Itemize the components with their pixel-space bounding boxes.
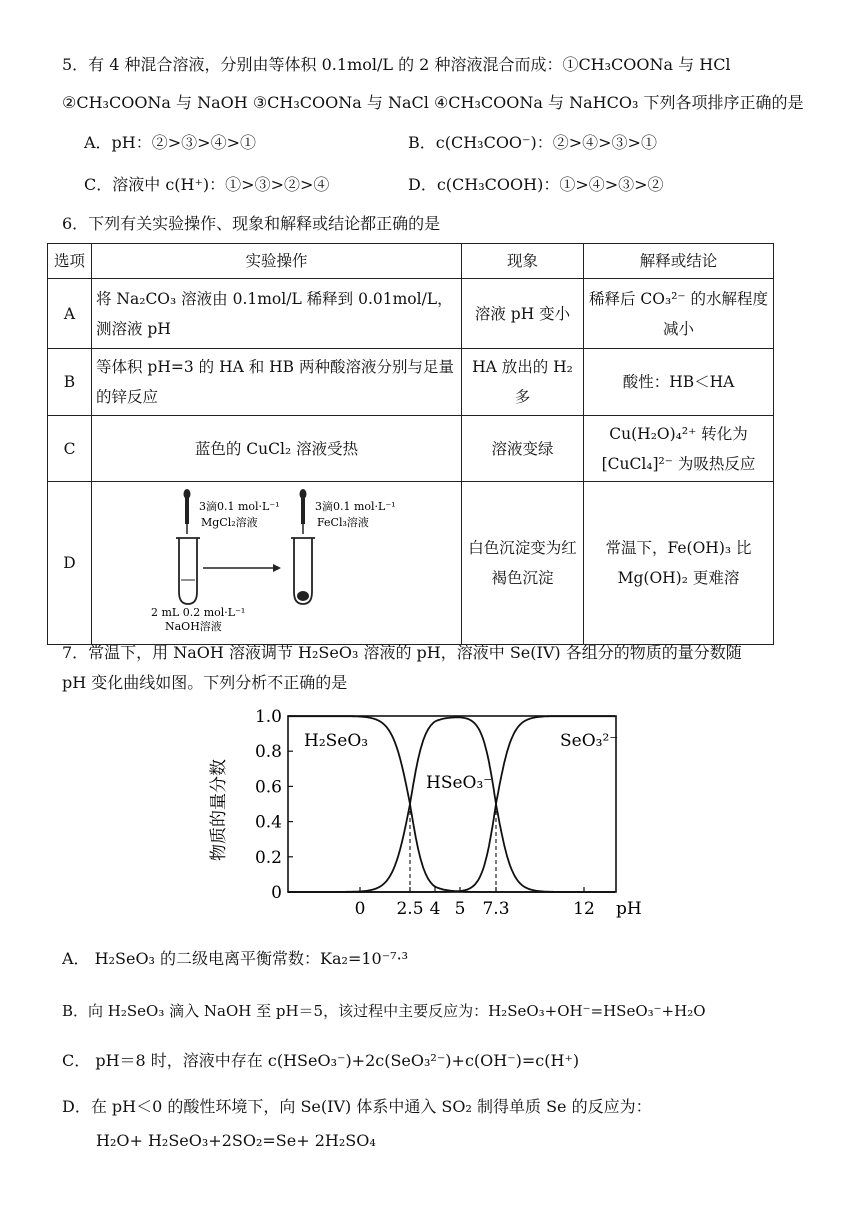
q5-option-d: D．c(CH₃COOH)：①>④>③>②: [408, 175, 664, 194]
q7-stem-line1: 7．常温下，用 NaOH 溶液调节 H₂SeO₃ 溶液的 pH，溶液中 Se(IV) 各组分的物质的量分数随: [62, 643, 742, 662]
q5-stem-line1: 5．有 4 种混合溶液，分别由等体积 0.1mol/L 的 2 种溶液混合而成：①CH₃COONa 与 HCl: [62, 55, 731, 74]
row-conclusion: 稀释后 CO₃²⁻ 的水解程度减小: [584, 279, 774, 349]
row-phenomenon: 溶液 pH 变小: [462, 279, 584, 349]
series-label-seo3: SeO₃²⁻: [560, 731, 619, 751]
y-tick-label: 0.6: [254, 777, 282, 798]
row-phenomenon: 溶液变绿: [462, 416, 584, 482]
x-tick-label: 0: [354, 899, 366, 919]
q6-table: [47, 243, 774, 645]
q5-option-c: C．溶液中 c(H⁺)：①>③>②>④: [84, 175, 330, 194]
drop2-label-b: FeCl₃溶液: [316, 516, 369, 529]
x-tick-label: 2.5: [396, 899, 424, 919]
y-axis-label: 物质的量分数: [209, 759, 229, 861]
y-tick-label: 0.4: [254, 812, 282, 833]
row-operation: 蓝色的 CuCl₂ 溶液受热: [92, 416, 462, 482]
base-label: 2 mL 0.2 mol·L⁻¹: [150, 606, 245, 619]
q5-option-a: A．pH：②>③>④>①: [84, 133, 256, 152]
row-option: C: [48, 416, 92, 482]
dropper-icon: [299, 489, 306, 534]
header-phenomenon: 现象: [462, 244, 584, 279]
y-tick-label: 1.0: [254, 707, 282, 727]
test-tube-figure: [93, 482, 461, 634]
table-row: [48, 416, 774, 482]
row-operation-figure: [92, 482, 462, 645]
drop1-label: 3滴0.1 mol·L⁻¹: [198, 500, 280, 513]
speciation-chart: [200, 700, 660, 925]
table-row: [48, 279, 774, 349]
row-operation: 等体积 pH=3 的 HA 和 HB 两种酸溶液分别与足量的锌反应: [92, 349, 462, 416]
q7-stem-line2: pH 变化曲线如图。下列分析不正确的是: [62, 673, 348, 692]
series-label-h2seo3: H₂SeO₃: [304, 731, 369, 751]
q7-option-d-line2: H₂O+ H₂SeO₃+2SO₂=Se+ 2H₂SO₄: [96, 1131, 376, 1150]
row-option: D: [48, 482, 92, 645]
arrow-right-icon: [203, 564, 281, 572]
header-operation: 实验操作: [92, 244, 462, 279]
q7-option-c: C． pH＝8 时，溶液中存在 c(HSeO₃⁻)+2c(SeO₃²⁻)+c(OH⁻)=c(H⁺): [62, 1051, 580, 1070]
q5-option-b: B．c(CH₃COO⁻)：②>④>③>①: [408, 133, 657, 152]
series-label-hseo3: HSeO₃⁻: [426, 773, 493, 793]
row-conclusion: 酸性：HB＜HA: [584, 349, 774, 416]
dropper-icon: [183, 489, 190, 534]
row-operation: 将 Na₂CO₃ 溶液由 0.1mol/L 稀释到 0.01mol/L，测溶液 pH: [92, 279, 462, 349]
q7-option-a: A． H₂SeO₃ 的二级电离平衡常数：Ka₂=10⁻⁷·³: [62, 949, 409, 968]
header-conclusion: 解释或结论: [584, 244, 774, 279]
row-option: B: [48, 349, 92, 416]
x-tick-label: 5: [454, 899, 466, 919]
table-row: [48, 482, 774, 645]
row-phenomenon: 白色沉淀变为红褐色沉淀: [462, 482, 584, 645]
drop2-label: 3滴0.1 mol·L⁻¹: [314, 500, 396, 513]
row-phenomenon: HA 放出的 H₂ 多: [462, 349, 584, 416]
q5-stem-line2: ②CH₃COONa 与 NaOH ③CH₃COONa 与 NaCl ④CH₃COONa 与 NaHCO₃ 下列各项排序正确的是: [62, 93, 804, 112]
header-option: 选项: [48, 244, 92, 279]
x-tick-label: 12: [573, 899, 595, 919]
x-tick-label: 4: [429, 899, 441, 919]
y-tick-label: 0.2: [254, 847, 282, 868]
y-tick-label: 0.8: [254, 742, 282, 763]
q7-option-d-line1: D．在 pH＜0 的酸性环境下，向 Se(IV) 体系中通入 SO₂ 制得单质 Se 的反应为：: [62, 1097, 652, 1116]
x-tick-label: 7.3: [482, 899, 510, 919]
x-axis-label: pH: [616, 899, 642, 919]
row-conclusion: Cu(H₂O)₄²⁺ 转化为 [CuCl₄]²⁻ 为吸热反应: [584, 416, 774, 482]
base-label-b: NaOH溶液: [164, 620, 222, 633]
drop1-label-b: MgCl₂溶液: [200, 516, 258, 529]
q7-option-b: B．向 H₂SeO₃ 滴入 NaOH 至 pH＝5，该过程中主要反应为：H₂SeO₃+OH⁻=HSeO₃⁻+H₂O: [62, 1002, 706, 1020]
test-tube-icon: [176, 538, 200, 604]
y-tick-label: 0: [271, 883, 282, 903]
table-header-row: [48, 244, 774, 279]
table-row: [48, 349, 774, 416]
test-tube-icon: [291, 538, 315, 604]
row-conclusion: 常温下，Fe(OH)₃ 比 Mg(OH)₂ 更难溶: [584, 482, 774, 645]
q6-stem: 6．下列有关实验操作、现象和解释或结论都正确的是: [62, 214, 441, 233]
row-option: A: [48, 279, 92, 349]
